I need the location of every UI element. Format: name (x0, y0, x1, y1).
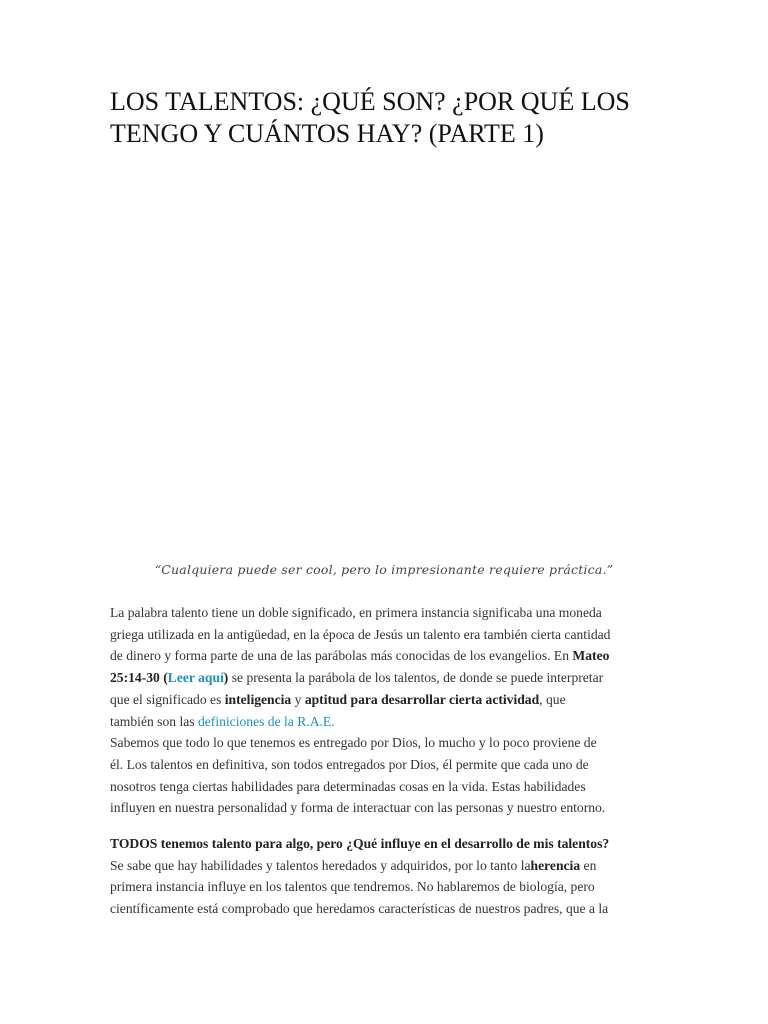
read-here-link[interactable]: Leer aquí (167, 670, 224, 686)
text-run: de dinero y forma parte de una de las parábolas más conocidas de los evangelios. En (110, 648, 573, 664)
text-run: , que (539, 691, 566, 707)
text-run: también son las (110, 713, 198, 729)
paragraph-line (110, 689, 658, 711)
bold-reference: 25:14-30 (110, 670, 160, 686)
pull-quote: “Cualquiera puede ser cool, pero lo impresionante requiere práctica.” (154, 562, 614, 577)
paragraph-line (110, 645, 658, 667)
text-run: Se sabe que hay habilidades y talentos heredados y adquiridos, por lo tanto la (110, 857, 531, 873)
paragraph-1 (110, 602, 658, 732)
text-run: y (291, 691, 305, 707)
paragraph-line: él. Los talentos en definitiva, son todos entregados por Dios, él permite que cada uno de (110, 756, 589, 772)
bold-reference: Mateo (572, 648, 610, 664)
bold-term: herencia (530, 857, 581, 873)
paragraph-2 (110, 732, 658, 819)
paragraph-line: Sabemos que todo lo que tenemos es entregado por Dios, lo mucho y lo poco proviene de (110, 735, 597, 751)
blank-image-area (110, 150, 658, 558)
text-run: que el significado es (110, 691, 225, 707)
title-line-2: TENGO Y CUÁNTOS HAY? (PARTE 1) (110, 119, 544, 148)
bold-term: aptitud para desarrollar cierta actividad (304, 691, 540, 707)
paragraph-line: La palabra talento tiene un doble significado, en primera instancia significaba una moneda (110, 605, 602, 620)
text-run: en (580, 857, 597, 873)
paragraph-line: influyen en nuestra personalidad y forma de interactuar con las personas y nuestro entorno. (110, 800, 606, 816)
section-heading: TODOS tenemos talento para algo, pero ¿Qué influye en el desarrollo de mis talentos? (110, 836, 610, 852)
paragraph-line: nosotros tenga ciertas habilidades para determinadas cosas en la vida. Estas habilidades (110, 778, 586, 794)
paragraph-line: griega utilizada en la antigüedad, en la época de Jesús un talento era también cierta cantidad (110, 626, 611, 642)
title-line-1: LOS TALENTOS: ¿QUÉ SON? ¿POR QUÉ LOS (110, 87, 630, 116)
bold-term: inteligencia (224, 691, 292, 707)
text-run: se presenta la parábola de los talentos, de donde se puede interpretar (228, 670, 604, 686)
paragraph-line (110, 667, 658, 689)
rae-definitions-link[interactable]: definiciones de la R.A.E. (197, 713, 335, 729)
paragraph-line: científicamente está comprobado que heredamos características de nuestros padres, que a la (110, 901, 609, 917)
bold-paren: ( (159, 670, 168, 686)
paragraph-3 (110, 833, 658, 920)
paragraph-line: primera instancia influye en los talentos que tendremos. No hablaremos de biología, pero (110, 879, 595, 895)
article (110, 0, 658, 920)
paragraph-line (110, 711, 658, 733)
bold-paren: ) (223, 670, 229, 686)
article-title (110, 0, 658, 150)
paragraph-line (110, 855, 658, 877)
